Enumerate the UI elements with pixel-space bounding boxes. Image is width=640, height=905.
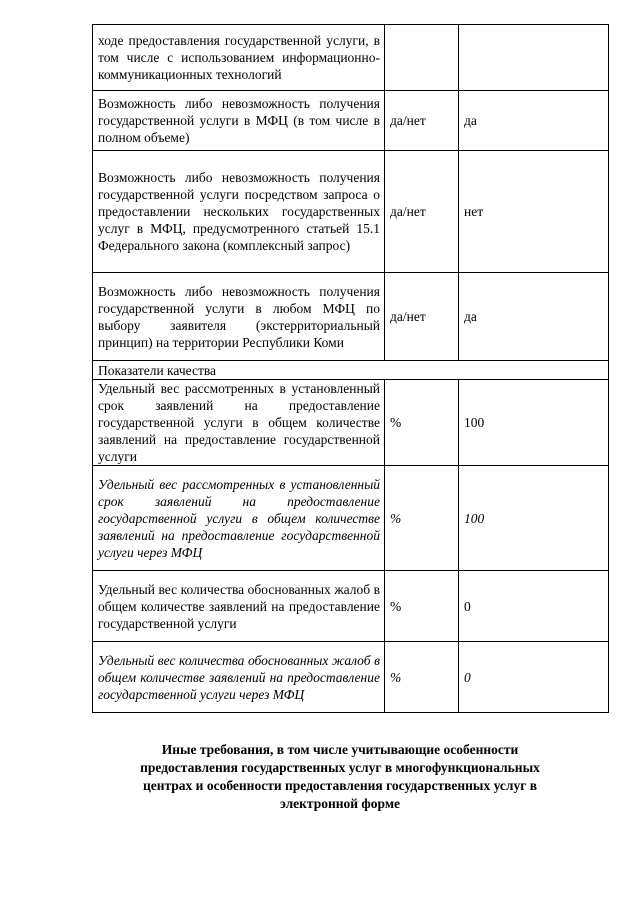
value-cell: 100 xyxy=(459,380,609,466)
table-row xyxy=(93,466,609,571)
table-row xyxy=(93,571,609,642)
unit-cell: да/нет xyxy=(385,151,459,273)
unit-cell xyxy=(385,25,459,91)
table-row xyxy=(93,380,609,466)
unit-cell: % xyxy=(385,466,459,571)
table-row xyxy=(93,151,609,273)
table-row xyxy=(93,642,609,713)
section-row xyxy=(93,361,609,380)
table-row xyxy=(93,273,609,361)
unit-cell: % xyxy=(385,571,459,642)
indicator-cell: Удельный вес рассмотренных в установленный срок заявлений на предоставление государственной услуги в общем количестве заявлений на предоставление государственной услуги через МФЦ xyxy=(93,466,385,571)
value-cell: да xyxy=(459,91,609,151)
indicator-cell: Удельный вес количества обоснованных жалоб в общем количестве заявлений на предоставление государственной услуги через МФЦ xyxy=(93,642,385,713)
value-cell: нет xyxy=(459,151,609,273)
table-row xyxy=(93,91,609,151)
indicator-cell: Возможность либо невозможность получения государственной услуги в МФЦ (в том числе в полном объеме) xyxy=(93,91,385,151)
value-cell xyxy=(459,25,609,91)
section-title: Показатели качества xyxy=(93,361,609,380)
unit-cell: да/нет xyxy=(385,91,459,151)
unit-cell: да/нет xyxy=(385,273,459,361)
unit-cell: % xyxy=(385,642,459,713)
section-heading: Иные требования, в том числе учитывающие особенности предоставления государственных услуг в многофункциональных центрах и особенности предоставления государственных услуг в электронной форме xyxy=(140,742,540,811)
indicator-cell: Возможность либо невозможность получения государственной услуги в любом МФЦ по выбору заявителя (экстерриториальный принцип) на территории Республики Коми xyxy=(93,273,385,361)
value-cell: 100 xyxy=(459,466,609,571)
indicator-cell: Удельный вес количества обоснованных жалоб в общем количестве заявлений на предоставление государственной услуги xyxy=(93,571,385,642)
value-cell: 0 xyxy=(459,642,609,713)
unit-cell: % xyxy=(385,380,459,466)
value-cell: 0 xyxy=(459,571,609,642)
indicators-table xyxy=(92,24,609,713)
indicator-cell: ходе предоставления государственной услуги, в том числе с использованием информационно-коммуникационных технологий xyxy=(93,25,385,91)
indicator-cell: Возможность либо невозможность получения государственной услуги посредством запроса о предоставлении нескольких государственных услуг в МФЦ, предусмотренного статьей 15.1 Федерального закона (комплексный запрос) xyxy=(93,151,385,273)
table-row xyxy=(93,25,609,91)
value-cell: да xyxy=(459,273,609,361)
indicator-cell: Удельный вес рассмотренных в установленный срок заявлений на предоставление государственной услуги в общем количестве заявлений на предоставление государственной услуги xyxy=(93,380,385,466)
